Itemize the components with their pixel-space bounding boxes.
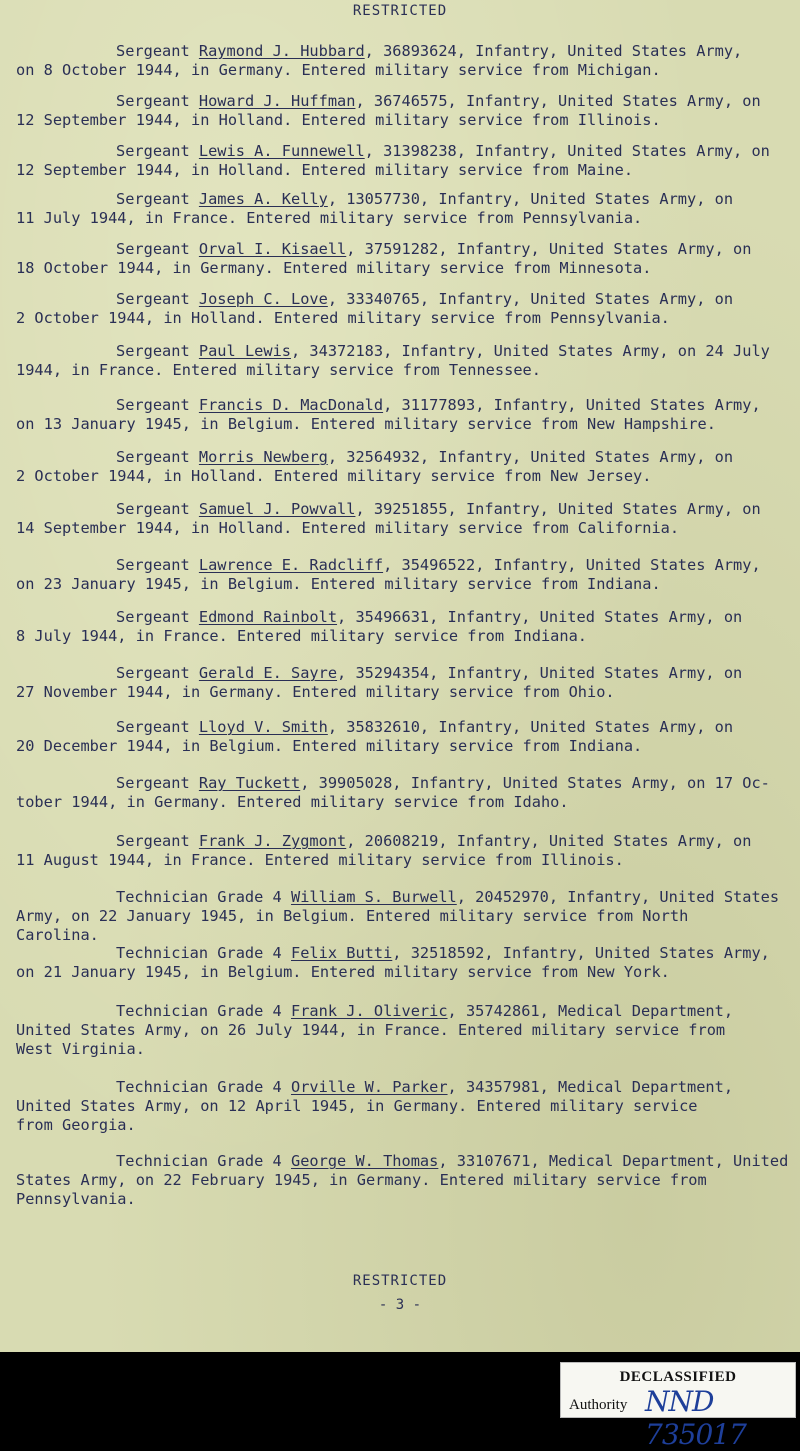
citation-line-1 xyxy=(16,888,786,907)
rank: Sergeant xyxy=(116,608,199,626)
rank: Sergeant xyxy=(116,290,199,308)
citation-line-1 xyxy=(16,664,786,683)
rank: Sergeant xyxy=(116,448,199,466)
citation-entry xyxy=(16,718,786,756)
citation-entry xyxy=(16,664,786,702)
soldier-name: Felix Butti xyxy=(290,944,393,962)
citation-line-3: Carolina. xyxy=(16,926,99,944)
citation-line-1 xyxy=(16,142,786,161)
soldier-name: William S. Burwell xyxy=(290,888,457,906)
rank: Sergeant xyxy=(116,500,199,518)
citation-entry xyxy=(16,448,786,486)
citation-line-2: 12 September 1944, in Holland. Entered military service from Maine. xyxy=(16,161,634,179)
citation-line-3: Pennsylvania. xyxy=(16,1190,136,1208)
rank: Sergeant xyxy=(116,92,199,110)
citation-line-2: 11 August 1944, in France. Entered military service from Illinois. xyxy=(16,851,624,869)
citation-line-2: 20 December 1944, in Belgium. Entered military service from Indiana. xyxy=(16,737,643,755)
rank: Technician Grade 4 xyxy=(116,1078,291,1096)
citation-line-1 xyxy=(16,290,786,309)
citation-line-1 xyxy=(16,240,786,259)
soldier-name: Lloyd V. Smith xyxy=(198,718,328,736)
citation-entry xyxy=(16,1078,786,1135)
soldier-name: Gerald E. Sayre xyxy=(198,664,338,682)
rank: Technician Grade 4 xyxy=(116,944,291,962)
citation-line-2: 27 November 1944, in Germany. Entered military service from Ohio. xyxy=(16,683,615,701)
citation-entry xyxy=(16,1152,789,1209)
citation-line-1 xyxy=(16,92,786,111)
citation-line-2: 12 September 1944, in Holland. Entered military service from Illinois. xyxy=(16,111,661,129)
citation-line-2: 2 October 1944, in Holland. Entered military service from Pennsylvania. xyxy=(16,309,670,327)
rank: Sergeant xyxy=(116,42,199,60)
soldier-name: Lawrence E. Radcliff xyxy=(198,556,384,574)
service-details: , 33340765, Infantry, United States Army, on xyxy=(327,290,734,308)
citation-line-2: 8 July 1944, in France. Entered military service from Indiana. xyxy=(16,627,587,645)
citation-entry xyxy=(16,240,786,278)
rank: Sergeant xyxy=(116,832,199,850)
soldier-name: Lewis A. Funnewell xyxy=(198,142,365,160)
soldier-name: Francis D. MacDonald xyxy=(198,396,384,414)
authority-value: NND 735017 xyxy=(645,1385,746,1451)
citation-line-1 xyxy=(16,1002,786,1021)
citation-line-1 xyxy=(16,944,786,963)
service-details: , 35832610, Infantry, United States Army, on xyxy=(327,718,734,736)
rank: Sergeant xyxy=(116,664,199,682)
service-details: , 13057730, Infantry, United States Army, on xyxy=(327,190,734,208)
citation-line-2: 2 October 1944, in Holland. Entered military service from New Jersey. xyxy=(16,467,652,485)
restricted-footer: RESTRICTED xyxy=(352,1273,448,1289)
citation-line-1 xyxy=(16,556,786,575)
service-details: , 35496522, Infantry, United States Army, xyxy=(383,556,761,574)
citation-entry xyxy=(16,774,786,812)
service-details: , 35294354, Infantry, United States Army, on xyxy=(337,664,743,682)
rank: Sergeant xyxy=(116,190,199,208)
rank: Sergeant xyxy=(116,774,199,792)
citation-entry xyxy=(16,342,786,380)
rank: Technician Grade 4 xyxy=(116,1152,291,1170)
soldier-name: Orval I. Kisaell xyxy=(198,240,347,258)
service-details: , 36746575, Infantry, United States Army, on xyxy=(355,92,761,110)
service-details: , 31398238, Infantry, United States Army, on xyxy=(364,142,770,160)
citation-line-1 xyxy=(16,832,786,851)
soldier-name: George W. Thomas xyxy=(290,1152,439,1170)
citation-entry xyxy=(16,944,786,982)
citation-line-2: United States Army, on 26 July 1944, in France. Entered military service from xyxy=(16,1021,726,1039)
service-details: , 36893624, Infantry, United States Army, xyxy=(364,42,743,60)
soldier-name: Frank J. Zygmont xyxy=(198,832,347,850)
soldier-name: Morris Newberg xyxy=(198,448,328,466)
citation-line-2: Army, on 22 January 1945, in Belgium. Entered military service from North xyxy=(16,907,689,925)
restricted-header: RESTRICTED xyxy=(352,3,448,19)
citation-entry xyxy=(16,1002,786,1059)
soldier-name: James A. Kelly xyxy=(198,190,328,208)
citation-entry xyxy=(16,396,786,434)
citation-entry xyxy=(16,556,786,594)
service-details: , 34357981, Medical Department, xyxy=(447,1078,734,1096)
service-details: , 39251855, Infantry, United States Army, on xyxy=(355,500,761,518)
rank: Sergeant xyxy=(116,396,199,414)
citation-line-2: 11 July 1944, in France. Entered military service from Pennsylvania. xyxy=(16,209,643,227)
declassified-stamp xyxy=(560,1362,796,1451)
citation-line-2: on 23 January 1945, in Belgium. Entered military service from Indiana. xyxy=(16,575,661,593)
citation-entry xyxy=(16,888,786,945)
soldier-name: Orville W. Parker xyxy=(290,1078,448,1096)
citation-line-2: 14 September 1944, in Holland. Entered military service from California. xyxy=(16,519,680,537)
page-number: - 3 - xyxy=(378,1297,422,1313)
citation-entry xyxy=(16,190,786,228)
soldier-name: Edmond Rainbolt xyxy=(198,608,338,626)
citation-line-1 xyxy=(16,448,786,467)
service-details: , 39905028, Infantry, United States Army, on 17 Oc- xyxy=(300,774,770,792)
citation-line-2: States Army, on 22 February 1945, in Germany. Entered military service from xyxy=(16,1171,707,1189)
citation-line-2: on 13 January 1945, in Belgium. Entered military service from New Hampshire. xyxy=(16,415,716,433)
citation-line-1 xyxy=(16,342,786,361)
rank: Sergeant xyxy=(116,718,199,736)
citation-entry xyxy=(16,500,786,538)
citation-line-1 xyxy=(16,1078,786,1097)
rank: Sergeant xyxy=(116,142,199,160)
citation-line-2: 1944, in France. Entered military service from Tennessee. xyxy=(16,361,541,379)
service-details: , 35496631, Infantry, United States Army, on xyxy=(337,608,743,626)
citation-entry xyxy=(16,142,786,180)
authority-label: Authority xyxy=(569,1397,628,1413)
citation-line-2: 18 October 1944, in Germany. Entered military service from Minnesota. xyxy=(16,259,652,277)
rank: Technician Grade 4 xyxy=(116,1002,291,1020)
citation-entry xyxy=(16,42,786,80)
citation-entry xyxy=(16,832,786,870)
citation-line-2: United States Army, on 12 April 1945, in Germany. Entered military service xyxy=(16,1097,698,1115)
citation-line-2: on 21 January 1945, in Belgium. Entered military service from New York. xyxy=(16,963,670,981)
service-details: , 34372183, Infantry, United States Army, on 24 July xyxy=(291,342,770,360)
declassified-title: DECLASSIFIED xyxy=(619,1369,737,1385)
service-details: , 20608219, Infantry, United States Army, on xyxy=(346,832,752,850)
service-details: , 35742861, Medical Department, xyxy=(447,1002,734,1020)
citation-line-1 xyxy=(16,774,786,793)
service-details: , 37591282, Infantry, United States Army, on xyxy=(346,240,752,258)
citation-line-1 xyxy=(16,718,786,737)
soldier-name: Joseph C. Love xyxy=(198,290,328,308)
citation-line-1 xyxy=(16,190,786,209)
soldier-name: Samuel J. Powvall xyxy=(198,500,356,518)
citation-line-1 xyxy=(16,500,786,519)
rank: Sergeant xyxy=(116,556,199,574)
service-details: , 20452970, Infantry, United States xyxy=(456,888,780,906)
soldier-name: Paul Lewis xyxy=(198,342,291,360)
citation-line-1 xyxy=(16,396,786,415)
citation-entry xyxy=(16,92,786,130)
service-details: , 33107671, Medical Department, United xyxy=(438,1152,789,1170)
rank: Sergeant xyxy=(116,240,199,258)
citation-line-2: tober 1944, in Germany. Entered military service from Idaho. xyxy=(16,793,569,811)
soldier-name: Ray Tuckett xyxy=(198,774,301,792)
service-details: , 31177893, Infantry, United States Army, xyxy=(383,396,761,414)
citation-line-3: West Virginia. xyxy=(16,1040,145,1058)
soldier-name: Raymond J. Hubbard xyxy=(198,42,365,60)
citation-line-1 xyxy=(16,608,786,627)
rank: Technician Grade 4 xyxy=(116,888,291,906)
citation-line-1 xyxy=(16,1152,789,1171)
service-details: , 32564932, Infantry, United States Army, on xyxy=(327,448,734,466)
soldier-name: Howard J. Huffman xyxy=(198,92,356,110)
service-details: , 32518592, Infantry, United States Army, xyxy=(392,944,770,962)
citation-line-3: from Georgia. xyxy=(16,1116,136,1134)
citation-line-1 xyxy=(16,42,786,61)
soldier-name: Frank J. Oliveric xyxy=(290,1002,448,1020)
citation-entry xyxy=(16,608,786,646)
citation-line-2: on 8 October 1944, in Germany. Entered military service from Michigan. xyxy=(16,61,661,79)
rank: Sergeant xyxy=(116,342,199,360)
citation-entry xyxy=(16,290,786,328)
